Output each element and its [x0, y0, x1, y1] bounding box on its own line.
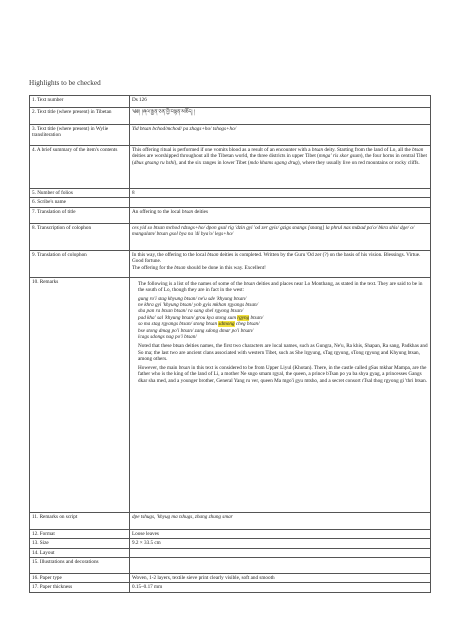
summary-text: btsan [412, 147, 424, 153]
summary-text: btsan [311, 147, 324, 153]
colophon-translation [130, 250, 431, 277]
list-item: sha pan ra btsan btsan/ ra sang shel rgyong btsan/ [138, 308, 244, 315]
row-label: 11. Remarks on script [30, 512, 130, 529]
row-label: 6. Scribe's name [30, 198, 130, 207]
remarks-paragraph [138, 365, 428, 384]
table-row [30, 96, 431, 108]
summary-text: deities are worshipped throughout all the Tibetan world, the three districts in upper Tibet ( [132, 153, 319, 160]
row-label: 12. Format [30, 529, 130, 538]
script-remarks: dpe tshugs, 'khyug ma tshugs, zhang zhung smar [130, 512, 431, 529]
row-label: 13. Size [30, 539, 130, 548]
row-value: Ds 126 [130, 96, 431, 108]
row-value [130, 207, 431, 223]
row-label: 4. A brief summary of the item's contents [30, 146, 130, 189]
row-value: 8 [130, 189, 431, 198]
list-text: btsan/ [249, 314, 264, 321]
summary-cell [130, 146, 431, 189]
row-value [130, 558, 431, 574]
table-row [30, 207, 431, 223]
colophon-text: btsan [174, 264, 186, 271]
row-label: 15. Illustrations and decorations [30, 558, 130, 574]
summary-text: ), and the six ranges in lower Tibet ( [174, 159, 250, 166]
table-row [30, 108, 431, 125]
list-item: bse stong dmag po'i btsan/ zang sdong dmar po'i btsan/ [138, 327, 254, 334]
remarks-text: btsan [178, 364, 190, 371]
row-label: 16. Paper type [30, 574, 130, 583]
summary-text: mdo khams sgang drug [249, 159, 298, 166]
summary-text: mnga' ris skor gsum [318, 153, 361, 160]
row-value: 0.15–0.17 mm [130, 583, 431, 592]
remarks-text: deities and places near Lo Monthang, as stated in the text. They are said to be in the south of Lo, though they are in fact in the west: [138, 280, 423, 294]
remarks-text: The following is a list of the names of some of the [138, 280, 244, 287]
list-item: lcags sdongs nag po'i btsan/ [138, 334, 197, 341]
table-row [30, 277, 431, 512]
row-value [130, 198, 431, 207]
remarks-text: However, the main [138, 364, 179, 371]
table-row [30, 146, 431, 189]
table-row [30, 198, 431, 207]
table-row [30, 125, 431, 146]
remarks-paragraph: Noted that these btsan deities names, the first two characters are local names, such as Gungra, Ne'u, Ra khis, Shapan, Ra sang, Padkhas and So ma; the last two are ancient clans associated with western Tibet, such as She lrgyung, sTag rgyung, sTong rgyung and Khyung btsan, among others. [138, 343, 428, 363]
row-label: 5. Number of folios [30, 189, 130, 198]
tibetan-title: ༄༅། །ཞལ་རྒྱན་ཅན་གྱི་བསྟན་མཆོད། ། [130, 108, 431, 125]
summary-text: ), the four horns in central Tibet ( [132, 153, 427, 166]
summary-text: dbus gtsang ru bzhi [133, 159, 175, 166]
row-label: 7. Translation of title [30, 207, 130, 223]
row-label: 8. Transcription of colophon [30, 223, 130, 250]
list-text: so ma stag rgyangs btsan/ stong btsan [138, 321, 219, 328]
table-row [30, 529, 431, 538]
row-label: 2. Text title (where present) in Tibetan [30, 108, 130, 125]
deity-list [138, 296, 428, 341]
colophon-text: should be done in this way. Excellent! [185, 264, 266, 271]
colophon-text: In this way, the offering to the local [132, 251, 208, 258]
row-label: 17. Paper thickness [30, 583, 130, 592]
colophon-text: The offering for the [132, 264, 175, 271]
row-value: Loose leaves [130, 529, 431, 538]
table-row [30, 583, 431, 592]
colophon-text: btsan [207, 251, 219, 258]
colophon-text: deities is completed. Written by the Guru 'Od zer (?) on the basis of his vision. Blessings. Virtue. Good fortune. [132, 251, 421, 265]
summary-text: This offering ritual is performed if one vomits blood as a result of an encounter with a [132, 147, 312, 153]
row-label: 10. Remarks [30, 277, 130, 512]
summary-text: deity. Starting from the land of Lo, all the [323, 147, 413, 153]
table-row [30, 223, 431, 250]
summary-text: ), where they usually live on red mountains or rocky cliffs. [297, 159, 420, 166]
remarks-text: in this text is considered to be from Upper Liyul (Khotan). There, in the castle called gSas mkhar Mampa, are the father who is the king of the land of Li, a mother Ne sngo smam rgyal, the queen, a prince bTsan po ya ba shya gyag, a princesses Gangs dkar sha med, and a younger brother, General Yang ru ver, queen Ma mgo'i gyu mtsho, and a secret consort rTsal thog rgyong gi 'thri btsan. [138, 364, 427, 384]
list-text: pad kha' sal 'khyung btsan/ grou kya stong sum [138, 314, 238, 321]
remarks-text: btsan [243, 280, 255, 287]
title-translation: deities [193, 208, 208, 215]
list-item: ne khra gyi 'khyung btsan/ yob gyis mkhan rgyangs btsan/ [138, 302, 259, 309]
table-row [30, 539, 431, 548]
table-row [30, 574, 431, 583]
row-value: 9.2 × 33.5 cm [130, 539, 431, 548]
row-value [130, 548, 431, 557]
table-row [30, 512, 431, 529]
highlighted-word: rgyng [237, 314, 250, 321]
list-text: cheg btsan/ [234, 321, 260, 328]
highlighted-word: sdmong [218, 321, 235, 328]
title-translation: An offering to the local [132, 208, 182, 215]
table-row [30, 558, 431, 574]
wylie-title: Yid btsan bchod/mchod/ pa zhags+ho/ tshogs+ho/ [130, 125, 431, 146]
table-row [30, 548, 431, 557]
page-title: Highlights to be checked [29, 79, 101, 87]
remarks-intro [138, 281, 428, 294]
row-label: 9. Translation of colophon [30, 250, 130, 277]
metadata-table [29, 95, 431, 593]
colophon-transcription: ces yid so btsan mchod rdzogs+ho/ dpon gsal rig 'dzin gyi 'od zer gyis/ gzigs snangs [snang] la phrul nas mdzad pa'o/ bkra shis/ dge/ o/ mangalam/ btsan gsol bya na 'di bya'o/ legs+ho/ [130, 223, 431, 250]
table-row [30, 189, 431, 198]
row-label: 1. Text number [30, 96, 130, 108]
row-label: 14. Layout [30, 548, 130, 557]
row-label: 3. Text title (where present) in Wylie transliteration [30, 125, 130, 146]
title-translation: btsan [181, 208, 194, 215]
row-value: Woven, 1-2 layers, textile sieve print clearly visible, soft and smooth [130, 574, 431, 583]
list-item: gung ro'i stag khyung btsan/ ne'u sde 'khyung btsan/ [138, 295, 247, 302]
remarks-cell [130, 277, 431, 512]
table-row [30, 250, 431, 277]
